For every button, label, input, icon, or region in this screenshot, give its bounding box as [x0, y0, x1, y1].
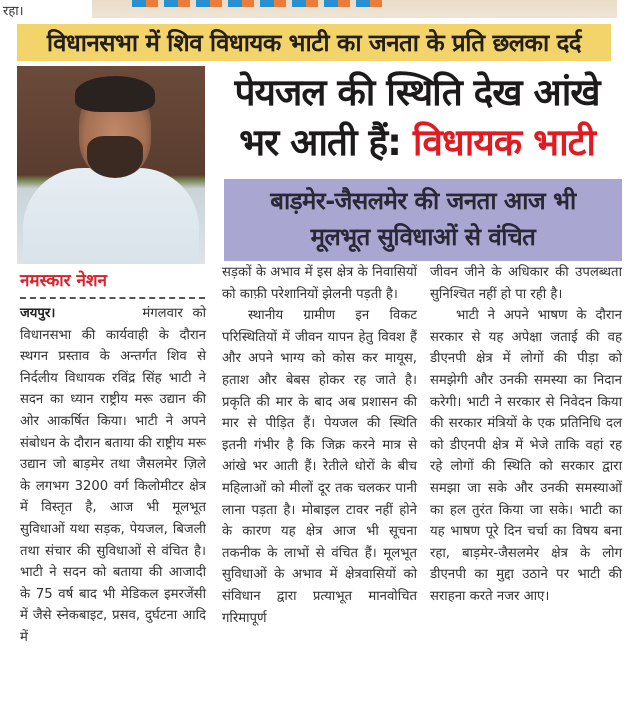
headline-line-1: पेयजल की स्थिति देख आंखे: [234, 71, 600, 114]
dateline: जयपुर।: [20, 306, 56, 321]
dashed-divider: [20, 297, 205, 299]
headline: [222, 68, 612, 168]
photo-shirt: [23, 168, 199, 264]
article-paragraph: भाटी ने अपने भाषण के दौरान सरकार से यह अपेक्षा जताई की वह डीएनपी क्षेत्र में लोगों की पीड़ा को समझेगी और उनकी समस्या का निदान करेगी। भाटी ने सरकार से निवेदन किया की सरकार मंत्रियों के एक प्रतिनिधि दल को डीएनपी क्षेत्र में भेजे ताकि वहां रह रहे लोगों की स्थिति को सरकार द्वारा समझा जा सके और उनकी समस्याओं का हल तुरंत किया जा सके। भाटी का यह भाषण पूरे दिन चर्चा का विषय बना रहा, बाड़मेर-जैसलमेर क्षेत्र के लोग डीएनपी का मुद्दा उठाने पर भाटी की सराहना करते नजर आए।: [430, 308, 622, 604]
previous-article-strip: [0, 0, 631, 20]
article-column-2: [222, 262, 417, 629]
headline-line-2: [222, 118, 612, 168]
subheadline-line-1: बाड़मेर-जैसलमेर की जनता आज भी: [270, 187, 576, 215]
photo-beard: [87, 136, 143, 178]
mla-photo: [17, 66, 205, 264]
kicker-banner: विधानसभा में शिव विधायक भाटी का जनता के प्रति छलका दर्द: [17, 24, 611, 61]
article-paragraph: जीवन जीने के अधिकार की उपलब्धता सुनिश्चित नहीं हो पा रही है।: [430, 265, 622, 302]
headline-line-2-red: विधायक भाटी: [412, 121, 595, 164]
article-text: मंगलवार को विधानसभा की कार्यवाही के दौरान स्थगन प्रस्ताव के अन्तर्गत शिव से निर्दलीय विधायक रविंद्र सिंह भाटी ने सदन का ध्यान राष्ट्रीय मरू उद्यान की ओर आकर्षित किया। भाटी ने अपने संबोधन के दौरान बताया की राष्ट्रीय मरू उद्यान जो बाड़मेर तथा जैसलमेर ज़िले के लगभग 3200 वर्ग किलोमीटर क्षेत्र में विस्तृत है, आज भी मूलभूत सुविधाओं यथा सड़क, पेयजल, बिजली तथा संचार की सुविधाओं से वंचित है। भाटी ने सदन को बताया की आजादी के 75 वर्ष बाद भी मेडिकल इमरजेंसी में जैसे स्नेकबाइट, प्रसव, दुर्घटना आदि में: [20, 306, 206, 645]
striped-towel-graphic: [132, 0, 382, 7]
subheadline-line-2: मूलभूत सुविधाओं से वंचित: [310, 223, 536, 251]
article-paragraph: सड़कों के अभाव में इस क्षेत्र के निवासियों को काफ़ी परेशानियों झेलनी पड़ती है।: [222, 265, 417, 302]
article-column-3: [430, 262, 622, 608]
article-paragraph: [20, 303, 206, 649]
previous-article-tail: रहा।: [3, 4, 24, 19]
article-column-1: [20, 303, 206, 649]
subheadline-box: [224, 179, 622, 261]
previous-article-photo: [92, 0, 617, 18]
article-paragraph: स्थानीय ग्रामीण इन विकट परिस्थितियों में जीवन यापन हेतु विवश हैं और अपने भाग्य को कोस कर मायूस, हताश और बेबस होकर रह जाते है। प्रकृति की मार के बाद अब प्रशासन की मार से पीड़ित हैं। पेयजल की स्थिति इतनी गंभीर है कि जिक्र करने मात्र से आंखे भर आती हैं। रेतीले धोरों के बीच महिलाओं को मीलों दूर तक चलकर पानी लाना पड़ता है। मोबाइल टावर नहीं होने के कारण यह क्षेत्र आज भी सूचना तकनीक के लाभों से वंचित हैं। मूलभूत सुविधाओं के अभाव में क्षेत्रवासियों को संविधान द्वारा प्रत्याभूत मानवोचित गरिमापूर्ण: [222, 308, 417, 626]
headline-line-2-black: भर आती हैं:: [239, 121, 401, 164]
photo-hair: [75, 76, 155, 112]
byline: नमस्कार नेशन: [20, 271, 107, 291]
